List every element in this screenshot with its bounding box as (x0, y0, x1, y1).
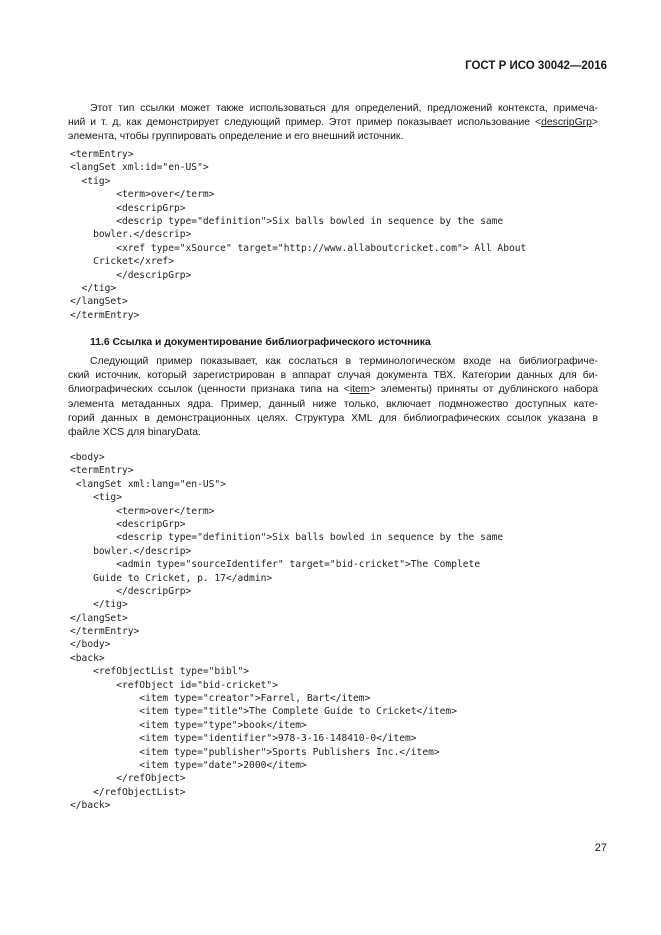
code-line: <langSet xml:lang="en-US"> (70, 478, 226, 490)
code-line: </tig> (70, 282, 117, 294)
paragraph-line: файле XCS для binaryData. (68, 427, 201, 439)
code-line: Cricket</xref> (70, 256, 174, 268)
code-line: <tig> (70, 175, 111, 187)
code-line: <refObjectList type="bibl"> (70, 666, 250, 678)
code-line: <back> (70, 652, 105, 664)
code-line: </refObject> (70, 773, 186, 785)
code-line: <item type="creator">Farrel, Bart</item> (70, 693, 371, 705)
code-line: <descrip type="definition">Six balls bowled in sequence by the same (70, 215, 504, 227)
code-line: </langSet> (70, 612, 128, 624)
code-line: <termEntry> (70, 465, 134, 477)
code-line: <descripGrp> (70, 202, 186, 214)
code-line: </termEntry> (70, 626, 140, 638)
bibliography-paragraph (68, 355, 598, 440)
code-line: <descripGrp> (70, 518, 186, 530)
standard-header: ГОСТ Р ИСО 30042—2016 (465, 60, 607, 72)
paragraph-line: ский источник, который зарегистрирован в аппарат случая документа ТВХ. Категории данных для би- (68, 370, 598, 382)
code-line: <descrip type="definition">Six balls bowled in sequence by the same (70, 532, 504, 544)
paragraph-line: элемента, чтобы группировать определение и его внешний источник. (68, 131, 404, 143)
code-line: </langSet> (70, 296, 128, 308)
code-line: Guide to Cricket, p. 17</admin> (70, 572, 273, 584)
paragraph-line: элемента метаданных ядра. Пример, данный ниже только, включает подмножество доступных кате- (68, 398, 598, 410)
code-line: <term>over</term> (70, 505, 215, 517)
code-line: </refObjectList> (70, 786, 186, 798)
code-line: <tig> (70, 492, 122, 504)
code-line: <xref type="xSource" target="http://www.allaboutcricket.com"> All About (70, 242, 527, 254)
code-line: <term>over</term> (70, 189, 215, 201)
code-line: <item type="title">The Complete Guide to Cricket</item> (70, 706, 457, 718)
paragraph-line: Этот тип ссылки может также использоваться для определений, предложений контекста, примеча- (90, 103, 598, 114)
code-line: <body> (70, 452, 105, 463)
code-line: <item type="date">2000</item> (70, 759, 307, 771)
code-line: <termEntry> (70, 149, 134, 160)
code-line: bowler.</descrip> (70, 229, 192, 241)
code-line: <admin type="sourceIdentifer" target="bid-cricket">The Complete (70, 559, 481, 571)
intro-paragraph (68, 102, 598, 145)
code-line: bowler.</descrip> (70, 545, 192, 557)
code-line: <refObject id="bid-cricket"> (70, 679, 278, 691)
code-line: </body> (70, 639, 111, 651)
code-line: </termEntry> (70, 309, 140, 321)
code-line: <item type="identifier">978-3-16-148410-0</item> (70, 733, 417, 745)
code-block-bibliography (70, 451, 503, 813)
paragraph-line: горий данных в демонстрационных целях. Структура XML для библиографических ссылок указана в (68, 412, 598, 424)
code-line: </descripGrp> (70, 269, 192, 281)
page-number: 27 (594, 842, 607, 854)
code-line: </tig> (70, 599, 128, 611)
code-line: <item type="publisher">Sports Publishers Inc.</item> (70, 746, 440, 758)
paragraph-line: Следующий пример показывает, как сослаться в терминологическом входе на библиографиче- (90, 356, 598, 367)
code-line: </descripGrp> (70, 585, 192, 597)
code-line: </back> (70, 800, 111, 812)
code-line: <item type="type">book</item> (70, 719, 307, 731)
paragraph-line: блиографических ссылок (ценности признака типа на <item> элементы) приняты от дублинского набора (68, 384, 598, 396)
code-line: <langSet xml:id="en-US"> (70, 162, 209, 174)
paragraph-line: ний и т. д, как демонстрирует следующий пример. Этот пример показывает использование <descripGrp> (68, 117, 598, 129)
section-heading: 11.6 Ссылка и документирование библиографического источника (90, 337, 431, 348)
code-block-termentry (70, 148, 526, 322)
